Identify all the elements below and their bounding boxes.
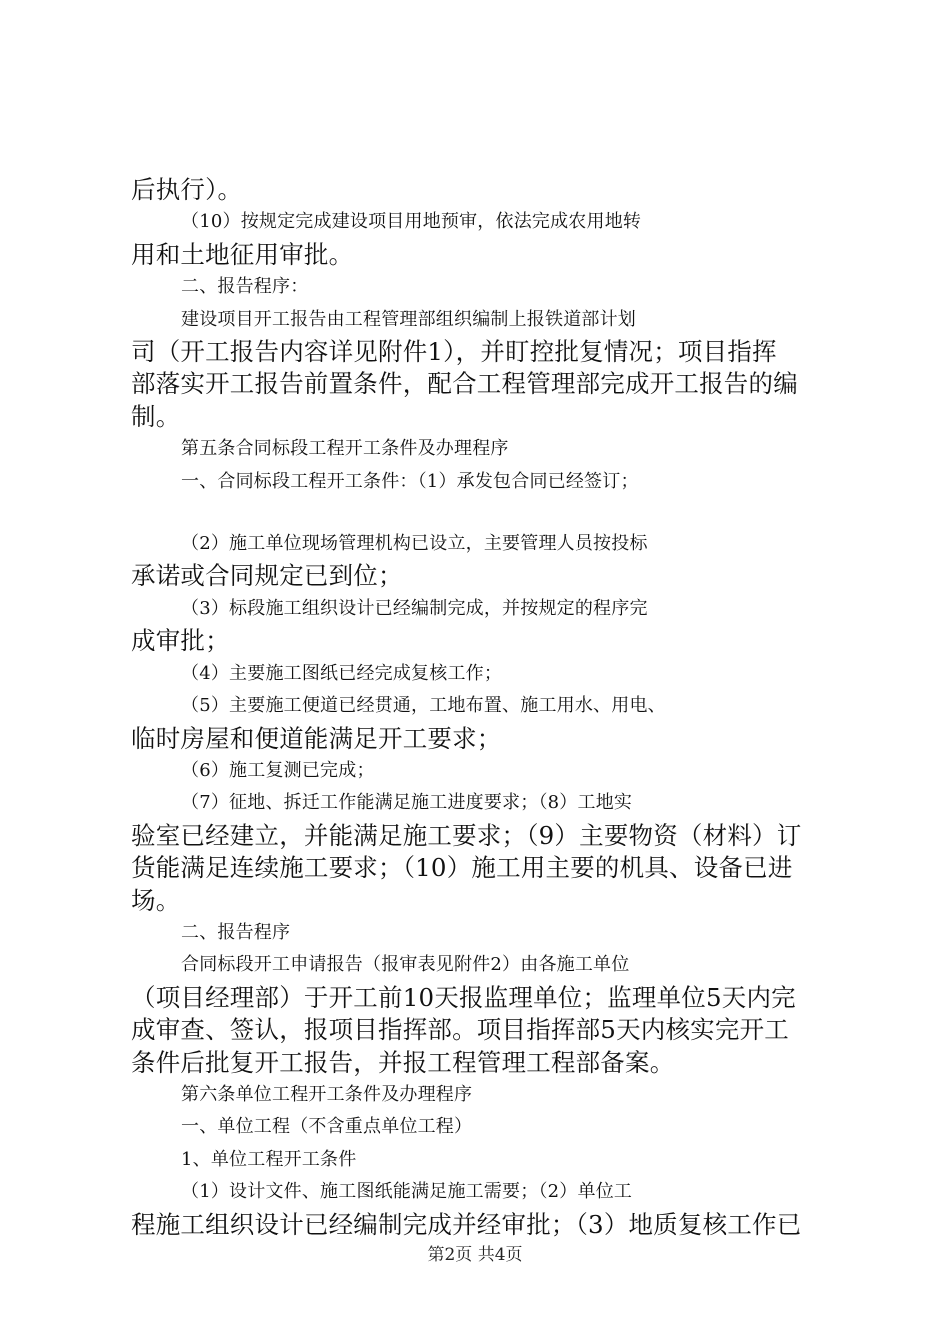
- text-line: 合同标段开工申请报告（报审表见附件2）由各施工单位: [181, 954, 630, 976]
- article-heading: 第五条合同标段工程开工条件及办理程序: [181, 438, 509, 460]
- text-line: （1）设计文件、施工图纸能满足施工需要；（2）单位工: [181, 1181, 633, 1203]
- text-line: 部落实开工报告前置条件，配合工程管理部完成开工报告的编: [131, 369, 798, 399]
- text-line: （6）施工复测已完成；: [181, 759, 375, 781]
- text-line: （2）施工单位现场管理机构已设立，主要管理人员按投标: [181, 533, 648, 555]
- text-line: 后执行）。: [131, 175, 243, 204]
- text-line: 条件后批复开工报告，并报工程管理工程部备案。: [131, 1047, 675, 1077]
- section-heading: 二、报告程序: [181, 921, 291, 943]
- subsection-heading: 1、单位工程开工条件: [181, 1148, 357, 1170]
- text-line: 用和土地征用审批。: [131, 239, 354, 269]
- text-line: （项目经理部）于开工前10天报监理单位；监理单位5天内完: [131, 982, 796, 1012]
- text-line: 承诺或合同规定已到位；: [131, 561, 403, 591]
- text-line: 货能满足连续施工要求；（10）施工用主要的机具、设备已进: [131, 853, 793, 883]
- blank-gap: [131, 498, 833, 528]
- text-line: 验室已经建立，并能满足施工要求；（9）主要物资（材料）订: [131, 820, 802, 850]
- text-line: 司（开工报告内容详见附件1），并盯控批复情况；项目指挥: [131, 337, 777, 367]
- section-heading: 一、单位工程（不含重点单位工程）: [181, 1116, 473, 1138]
- text-line: 成审批；: [131, 626, 230, 656]
- text-line: （10）按规定完成建设项目用地预审，依法完成农用地转: [181, 211, 642, 233]
- text-line: 建设项目开工报告由工程管理部组织编制上报铁道部计划: [181, 308, 636, 330]
- text-line: 成审查、签认，报项目指挥部。项目指挥部5天内核实完开工: [131, 1015, 789, 1045]
- page-footer: [0, 1244, 950, 1266]
- page-number: 第2页 共4页: [427, 1245, 523, 1265]
- section-heading: 二、报告程序：: [181, 276, 309, 298]
- text-line: 程施工组织设计已经编制完成并经审批；（3）地质复核工作已: [131, 1209, 802, 1239]
- text-line: （3）标段施工组织设计已经编制完成，并按规定的程序完: [181, 597, 648, 619]
- article-heading: 第六条单位工程开工条件及办理程序: [181, 1083, 473, 1105]
- text-line: （5）主要施工便道已经贯通，工地布置、施工用水、用电、: [181, 695, 666, 717]
- text-line: 制。: [131, 401, 181, 431]
- text-line: 一、合同标段工程开工条件：（1）承发包合同已经签订；: [181, 470, 639, 492]
- text-line: （7）征地、拆迁工作能满足施工进度要求；（8）工地实: [181, 792, 633, 814]
- text-line: 临时房屋和便道能满足开工要求；: [131, 723, 502, 753]
- text-line: 场。: [131, 885, 181, 915]
- document-body: [131, 174, 833, 1241]
- text-line: （4）主要施工图纸已经完成复核工作；: [181, 662, 503, 684]
